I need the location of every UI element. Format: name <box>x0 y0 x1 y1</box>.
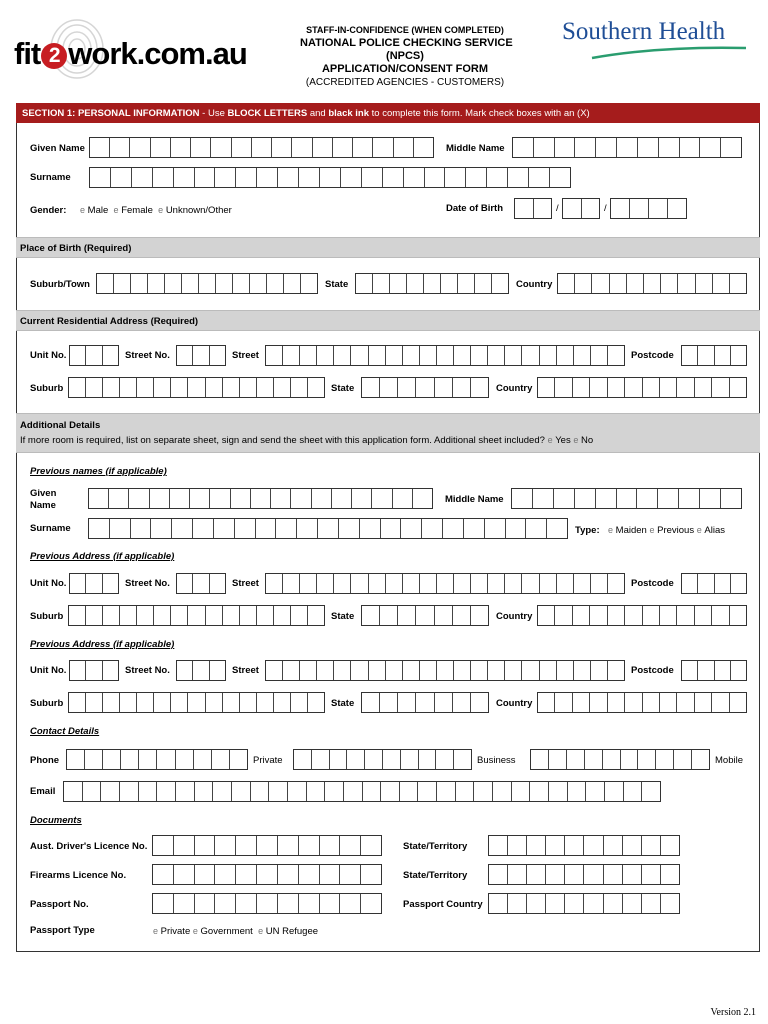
no-checkbox[interactable]: e <box>573 435 579 445</box>
unknown-label: Unknown/Other <box>165 205 232 216</box>
private-label: Private <box>253 755 283 766</box>
addr-unit-label: Unit No. <box>30 350 67 361</box>
given-name-field[interactable] <box>89 137 434 158</box>
previous-address-title-1: Previous Address (if applicable) <box>30 551 175 562</box>
private-checkbox[interactable]: e <box>153 926 159 936</box>
dob-slash-1: / <box>556 203 559 214</box>
prev2-postcode-label: Postcode <box>631 665 674 676</box>
prev2-state-field[interactable] <box>361 692 489 713</box>
prev1-streetno-field[interactable] <box>176 573 226 594</box>
addr-postcode-field[interactable] <box>681 345 747 366</box>
prev2-country-label: Country <box>496 698 533 709</box>
un-refugee-label: UN Refugee <box>265 926 319 937</box>
pob-state-field[interactable] <box>355 273 509 294</box>
mobile-label: Mobile <box>715 755 743 766</box>
licence-label: Aust. Driver's Licence No. <box>30 841 148 852</box>
no-label: No <box>581 435 594 446</box>
licence-state-field[interactable] <box>488 835 680 856</box>
prev1-unit-field[interactable] <box>69 573 119 594</box>
alias-checkbox[interactable]: e <box>696 525 702 535</box>
prev1-suburb-label: Suburb <box>30 611 64 622</box>
section1-header <box>16 103 760 123</box>
prev1-street-label: Street <box>232 578 259 589</box>
prev-given-label-2: Name <box>30 500 56 511</box>
prev1-state-label: State <box>331 611 355 622</box>
passport-type-label: Passport Type <box>30 925 95 936</box>
prev-middle-label: Middle Name <box>445 494 504 505</box>
addr-state-field[interactable] <box>361 377 489 398</box>
logo-rest: work.com.au <box>68 36 247 71</box>
middle-name-label: Middle Name <box>446 143 505 154</box>
government-checkbox[interactable]: e <box>192 926 198 936</box>
prev2-suburb-label: Suburb <box>30 698 64 709</box>
logo-fit: fit <box>14 36 41 71</box>
fit2work-logo <box>12 18 292 80</box>
name-type-options <box>608 525 725 536</box>
prev1-streetno-label: Street No. <box>125 578 170 589</box>
firearms-field[interactable] <box>152 864 382 885</box>
prev1-postcode-label: Postcode <box>631 578 674 589</box>
prev1-unit-label: Unit No. <box>30 578 67 589</box>
previous-label: Previous <box>657 525 695 536</box>
additional-details-band <box>16 413 760 453</box>
prev1-country-field[interactable] <box>537 605 747 626</box>
passport-country-field[interactable] <box>488 893 680 914</box>
section1-text-f: to complete this form. Mark check boxes with an (X) <box>369 108 590 119</box>
version-label: Version 2.1 <box>710 1007 756 1018</box>
swoosh-icon <box>590 44 750 60</box>
firearms-state-field[interactable] <box>488 864 680 885</box>
documents-title: Documents <box>30 815 82 826</box>
addr-country-field[interactable] <box>537 377 747 398</box>
addr-state-label: State <box>331 383 355 394</box>
place-of-birth-band: Place of Birth (Required) <box>16 237 760 258</box>
male-label: Male <box>87 205 109 216</box>
current-address-band: Current Residential Address (Required) <box>16 310 760 331</box>
addr-street-field[interactable] <box>265 345 625 366</box>
dob-slash-2: / <box>604 203 607 214</box>
phone-label: Phone <box>30 755 60 766</box>
prev2-country-field[interactable] <box>537 692 747 713</box>
addr-suburb-field[interactable] <box>68 377 325 398</box>
passport-type-options <box>153 926 318 937</box>
prev-surname-label: Surname <box>30 523 71 534</box>
licence-field[interactable] <box>152 835 382 856</box>
dob-month-field[interactable] <box>562 198 600 219</box>
contact-details-title: Contact Details <box>30 726 100 737</box>
addr-unit-field[interactable] <box>69 345 119 366</box>
addr-streetno-label: Street No. <box>125 350 170 361</box>
maiden-label: Maiden <box>615 525 647 536</box>
phone-business-field[interactable] <box>293 749 472 770</box>
yes-label: Yes <box>555 435 571 446</box>
prev-surname-field[interactable] <box>88 518 568 539</box>
unknown-checkbox[interactable]: e <box>158 205 164 215</box>
header-form-title: APPLICATION/CONSENT FORM <box>321 63 488 75</box>
previous-address-title-2: Previous Address (if applicable) <box>30 639 175 650</box>
addr-streetno-field[interactable] <box>176 345 226 366</box>
header-accredited: (ACCREDITED AGENCIES - CUSTOMERS) <box>305 77 505 88</box>
middle-name-field[interactable] <box>512 137 742 158</box>
email-label: Email <box>30 786 56 797</box>
surname-label: Surname <box>30 172 71 183</box>
prev-middle-field[interactable] <box>511 488 742 509</box>
section1-text-c: BLOCK LETTERS <box>227 108 308 119</box>
section1-title: SECTION 1: PERSONAL INFORMATION <box>22 108 200 119</box>
addr-country-label: Country <box>496 383 533 394</box>
prev1-postcode-field[interactable] <box>681 573 747 594</box>
phone-mobile-field[interactable] <box>530 749 710 770</box>
header-npcs-abbr: (NPCS) <box>386 50 424 62</box>
prev-given-label-1: Given <box>30 488 57 499</box>
prev1-street-field[interactable] <box>265 573 625 594</box>
addr-street-label: Street <box>232 350 259 361</box>
prev2-streetno-field[interactable] <box>176 660 226 681</box>
email-field[interactable] <box>63 781 661 802</box>
business-label: Business <box>477 755 516 766</box>
addr-postcode-label: Postcode <box>631 350 674 361</box>
section1-text-d: and <box>307 108 329 119</box>
prev1-country-label: Country <box>496 611 533 622</box>
additional-text: If more room is required, list on separate sheet, sign and send the sheet with this application form. Additional sheet included? <box>20 435 545 446</box>
dob-label: Date of Birth <box>446 203 503 214</box>
pob-state-label: State <box>325 279 349 290</box>
prev2-suburb-field[interactable] <box>68 692 325 713</box>
prev2-state-label: State <box>331 698 355 709</box>
header-npcs: NATIONAL POLICE CHECKING SERVICE <box>300 37 513 49</box>
female-checkbox[interactable]: e <box>113 205 119 215</box>
given-name-label: Given Name <box>30 143 85 154</box>
additional-line <box>20 435 756 446</box>
pob-suburb-field[interactable] <box>96 273 318 294</box>
dob-year-field[interactable] <box>610 198 687 219</box>
previous-checkbox[interactable]: e <box>649 525 655 535</box>
prev2-streetno-label: Street No. <box>125 665 170 676</box>
dob-day-field[interactable] <box>514 198 552 219</box>
gender-options <box>80 205 232 216</box>
previous-names-title: Previous names (if applicable) <box>30 466 167 477</box>
female-label: Female <box>121 205 153 216</box>
male-checkbox[interactable]: e <box>80 205 86 215</box>
firearms-label: Firearms Licence No. <box>30 870 127 881</box>
maiden-checkbox[interactable]: e <box>608 525 614 535</box>
southern-health-logo: Southern Health <box>562 18 726 45</box>
pob-suburb-label: Suburb/Town <box>30 279 90 290</box>
pob-country-label: Country <box>516 279 553 290</box>
addr-suburb-label: Suburb <box>30 383 64 394</box>
government-label: Government <box>200 926 253 937</box>
passport-country-label: Passport Country <box>403 899 483 910</box>
prev1-suburb-field[interactable] <box>68 605 325 626</box>
prev2-street-field[interactable] <box>265 660 625 681</box>
prev1-state-field[interactable] <box>361 605 489 626</box>
un-refugee-checkbox[interactable]: e <box>258 926 264 936</box>
header-confidence: STAFF-IN-CONFIDENCE (WHEN COMPLETED) <box>306 25 504 35</box>
pob-country-field[interactable] <box>557 273 747 294</box>
prev2-unit-label: Unit No. <box>30 665 67 676</box>
section1-text-b: - Use <box>199 108 228 119</box>
logo-two-circle: 2 <box>41 43 67 69</box>
name-type-label: Type: <box>575 525 600 536</box>
alias-label: Alias <box>704 525 725 536</box>
surname-field[interactable] <box>89 167 571 188</box>
prev2-street-label: Street <box>232 665 259 676</box>
phone-private-field[interactable] <box>66 749 248 770</box>
licence-state-label: State/Territory <box>403 841 468 852</box>
prev2-postcode-field[interactable] <box>681 660 747 681</box>
passport-field[interactable] <box>152 893 382 914</box>
prev-given-field[interactable] <box>88 488 433 509</box>
section1-text-e: black ink <box>328 108 370 119</box>
additional-title: Additional Details <box>20 420 101 431</box>
yes-checkbox[interactable]: e <box>547 435 553 445</box>
passport-private-label: Private <box>160 926 191 937</box>
firearms-state-label: State/Territory <box>403 870 468 881</box>
prev2-unit-field[interactable] <box>69 660 119 681</box>
passport-label: Passport No. <box>30 899 89 910</box>
gender-label: Gender: <box>30 205 67 216</box>
